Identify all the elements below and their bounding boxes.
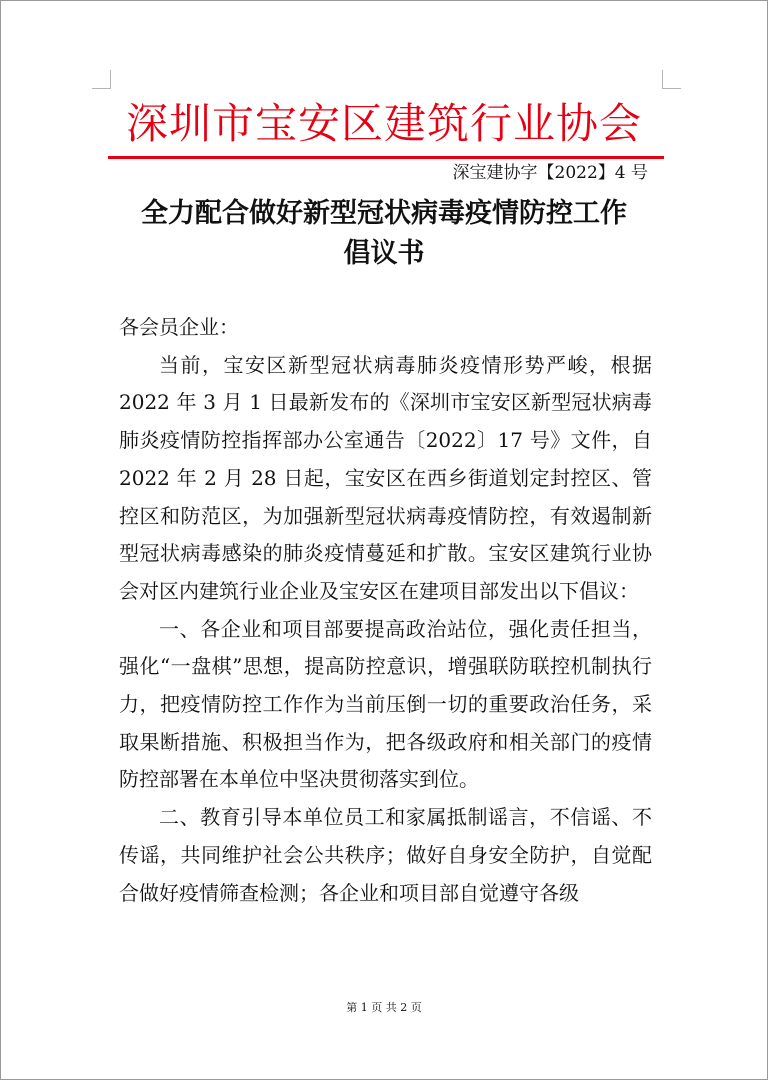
document-title-line-1: 全力配合做好新型冠状病毒疫情防控工作 (141, 198, 627, 229)
page-footer: 第 1 页 共 2 页 (346, 1001, 422, 1014)
crop-mark-top-right (662, 70, 681, 89)
document-title-line-2: 倡议书 (343, 238, 425, 269)
document-number: 深宝建协字【2022】4 号 (452, 163, 648, 183)
paragraph-item-1: 一、各企业和项目部要提高政治站位，强化责任担当，强化“一盘棋”思想，提高防控意识，增强联防联控机制执行力，把疫情防控工作作为当前压倒一切的重要政治任务，采取果断措施、积极担当作为，把各级政府和相关部门的疫情防控部署在本单位中坚决贯彻落实到位。 (119, 616, 652, 792)
paragraph-item-2: 二、教育引导本单位员工和家属抵制谣言，不信谣、不传谣，共同维护社会公共秩序；做好自身安全防护，自觉配合做好疫情筛查检测；各企业和项目部自觉遵守各级 (119, 805, 652, 905)
letterhead-org-name: 深圳市宝安区建筑行业协会 (125, 99, 642, 148)
letterhead-red-rule (108, 156, 664, 159)
paragraph-intro: 当前，宝安区新型冠状病毒肺炎疫情形势严峻，根据 2022 年 3 月 1 日最新发布的《深圳市宝安区新型冠状病毒肺炎疫情防控指挥部办公室通告〔2022〕17 号》文件，自 2022 年 2 月 28 日起，宝安区在西乡街道划定封控区、管控区和防范区，为加强新型冠状病毒疫情防控，有效遏制新型冠状病毒感染的肺炎疫情蔓延和扩散。宝安区建筑行业协会对区内建筑行业企业及宝安区在建项目部发出以下倡议： (119, 352, 652, 603)
crop-mark-top-left (92, 70, 111, 89)
salutation: 各会员企业： (119, 315, 239, 339)
document-title (100, 194, 668, 274)
document-body (119, 309, 652, 912)
